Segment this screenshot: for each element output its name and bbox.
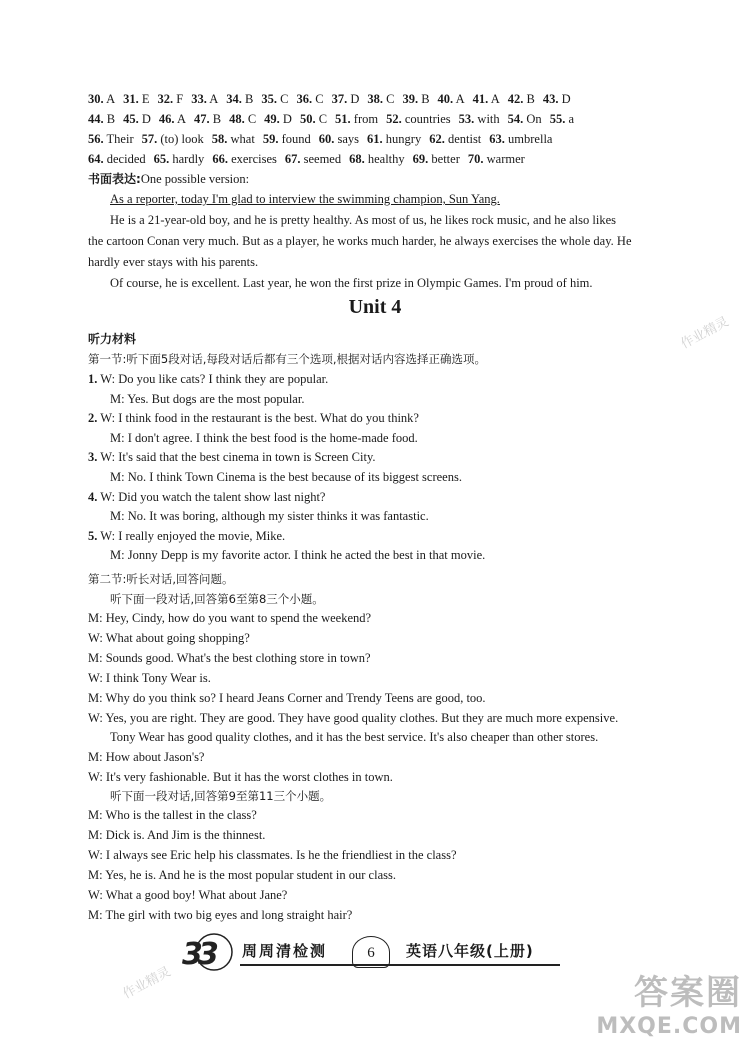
- footer-brand: 周周清检测: [242, 942, 328, 960]
- answer-item: 61. hungry: [367, 132, 422, 146]
- writing-p2a: He is a 21-year-old boy, and he is pretty healthy. As most of us, he likes rock music, and he also likes: [110, 213, 617, 227]
- answer-item: 59. found: [262, 132, 311, 146]
- dialog-line: M: I don't agree. I think the best food is the home-made food.: [110, 430, 418, 445]
- answer-item: 39. B: [402, 92, 430, 106]
- answer-item: 31. E: [123, 92, 150, 106]
- answer-item: 42. B: [507, 92, 535, 106]
- footer-subject: 英语八年级(上册): [406, 942, 534, 960]
- answer-item: 49. D: [264, 112, 292, 126]
- answer-item: 36. C: [296, 92, 324, 106]
- answer-item: 30. A: [88, 92, 116, 106]
- answer-item: 52. countries: [386, 112, 451, 126]
- svg-text:3: 3: [182, 937, 203, 972]
- answer-item: 58. what: [211, 132, 255, 146]
- dialog-line: 5. W: I really enjoyed the movie, Mike.: [88, 528, 286, 543]
- answer-row-3: [88, 130, 560, 148]
- listening-heading: 听力材料: [88, 332, 137, 346]
- answer-item: 62. dentist: [429, 132, 482, 146]
- dialog-line: M: Dick is. And Jim is the thinnest.: [88, 828, 266, 842]
- dialog-line: M: How about Jason's?: [88, 750, 205, 764]
- writing-p2b: the cartoon Conan very much. But as a player, he works much harder, he always exercises the whole day. He: [88, 234, 632, 248]
- dialog-line: 4. W: Did you watch the talent show last night?: [88, 489, 326, 504]
- writing-p1: As a reporter, today I'm glad to interview the swimming champion, Sun Yang.: [110, 192, 500, 206]
- dialog-line: M: Why do you think so? I heard Jeans Corner and Trendy Teens are good, too.: [88, 691, 486, 705]
- answer-item: 46. A: [158, 112, 186, 126]
- answer-row-2: [88, 110, 582, 128]
- answer-item: 67. seemed: [284, 152, 342, 166]
- dialog-line: 2. W: I think food in the restaurant is the best. What do you think?: [88, 411, 419, 426]
- answer-item: 65. hardly: [153, 152, 205, 166]
- answer-item: 38. C: [367, 92, 395, 106]
- dialog-line: M: Hey, Cindy, how do you want to spend the weekend?: [88, 611, 372, 625]
- answer-item: 44. B: [88, 112, 116, 126]
- dialog-1-intro: 听下面一段对话,回答第6至第8三个小题。: [110, 592, 324, 606]
- answer-item: 55. a: [549, 112, 574, 126]
- dialog-line: W: I think Tony Wear is.: [88, 671, 211, 685]
- dialog-line: M: No. It was boring, although my sister thinks it was fantastic.: [110, 509, 429, 524]
- footer-rule: [240, 964, 560, 966]
- dialog-line: 3. W: It's said that the best cinema in town is Screen City.: [88, 450, 376, 465]
- answer-item: 50. C: [299, 112, 328, 126]
- dialog-line: M: Jonny Depp is my favorite actor. I think he acted the best in that movie.: [110, 548, 486, 563]
- page-number: 6: [352, 936, 390, 968]
- answer-item: 53. with: [458, 112, 500, 126]
- answer-item: 57. (to) look: [141, 132, 204, 146]
- answer-item: 68. healthy: [349, 152, 405, 166]
- page-footer: [180, 930, 560, 974]
- writing-p2c: hardly ever stays with his parents.: [88, 255, 259, 269]
- answer-item: 37. D: [331, 92, 360, 106]
- answer-item: 69. better: [412, 152, 460, 166]
- answer-row-1: [88, 90, 579, 108]
- answer-item: 64. decided: [88, 152, 146, 166]
- watermark: 作业精灵: [678, 314, 732, 353]
- svg-text:3: 3: [198, 937, 219, 972]
- answer-item: 34. B: [226, 92, 254, 106]
- writing-label: 书面表达:One possible version:: [88, 172, 250, 186]
- section-1-instructions: 第一节:听下面5段对话,每段对话后都有三个选项,根据对话内容选择正确选项。: [88, 352, 486, 366]
- answer-item: 48. C: [229, 112, 257, 126]
- writing-p3: Of course, he is excellent. Last year, he won the first prize in Olympic Games. I'm proud of him.: [110, 276, 593, 290]
- answer-item: 66. exercises: [212, 152, 277, 166]
- answer-item: 41. A: [472, 92, 500, 106]
- answer-item: 56. Their: [88, 132, 134, 146]
- answer-item: 70. warmer: [467, 152, 525, 166]
- dialog-1-continuation: Tony Wear has good quality clothes, and it has the best service. It's also cheaper than other stores.: [110, 730, 599, 744]
- dialog-line: M: No. I think Town Cinema is the best because of its biggest screens.: [110, 470, 462, 484]
- answer-item: 35. C: [261, 92, 289, 106]
- answer-item: 47. B: [193, 112, 222, 126]
- dialog-line: W: I always see Eric help his classmates. Is he the friendliest in the class?: [88, 848, 457, 862]
- unit-title: Unit 4: [348, 296, 402, 318]
- answer-item: 33. A: [191, 92, 219, 106]
- answer-item: 40. A: [437, 92, 465, 106]
- dialog-line: M: Who is the tallest in the class?: [88, 808, 257, 822]
- answer-item: 60. says: [318, 132, 360, 146]
- dialog-line: 1. W: Do you like cats? I think they are popular.: [88, 372, 329, 386]
- dialog-line: W: What a good boy! What about Jane?: [88, 888, 288, 902]
- dialog-line: W: Yes, you are right. They are good. They have good quality clothes. But they are much more expensive.: [88, 711, 619, 725]
- answer-item: 51. from: [335, 112, 379, 126]
- answer-item: 54. On: [507, 112, 542, 126]
- watermark: 作业精灵: [120, 964, 174, 1003]
- dialog-line: M: Yes. But dogs are the most popular.: [110, 391, 305, 406]
- logo-icon: [180, 930, 240, 974]
- answer-item: 32. F: [157, 92, 184, 106]
- dialog-line: M: Yes, he is. And he is the most popular student in our class.: [88, 868, 396, 882]
- section-2-instructions: 第二节:听长对话,回答问题。: [88, 572, 234, 586]
- answer-row-4: [88, 150, 533, 168]
- dialog-line: W: What about going shopping?: [88, 631, 250, 645]
- dialog-line: W: It's very fashionable. But it has the worst clothes in town.: [88, 770, 393, 784]
- answer-item: 43. D: [542, 92, 571, 106]
- dialog-2-intro: 听下面一段对话,回答第9至第11三个小题。: [110, 789, 332, 803]
- answer-item: 45. D: [123, 112, 151, 126]
- dialog-line: M: Sounds good. What's the best clothing store in town?: [88, 651, 371, 665]
- dialog-line: M: The girl with two big eyes and long straight hair?: [88, 908, 353, 922]
- answer-item: 63. umbrella: [489, 132, 553, 146]
- site-stamp: 答案圈 MXQE.COM: [596, 973, 742, 1039]
